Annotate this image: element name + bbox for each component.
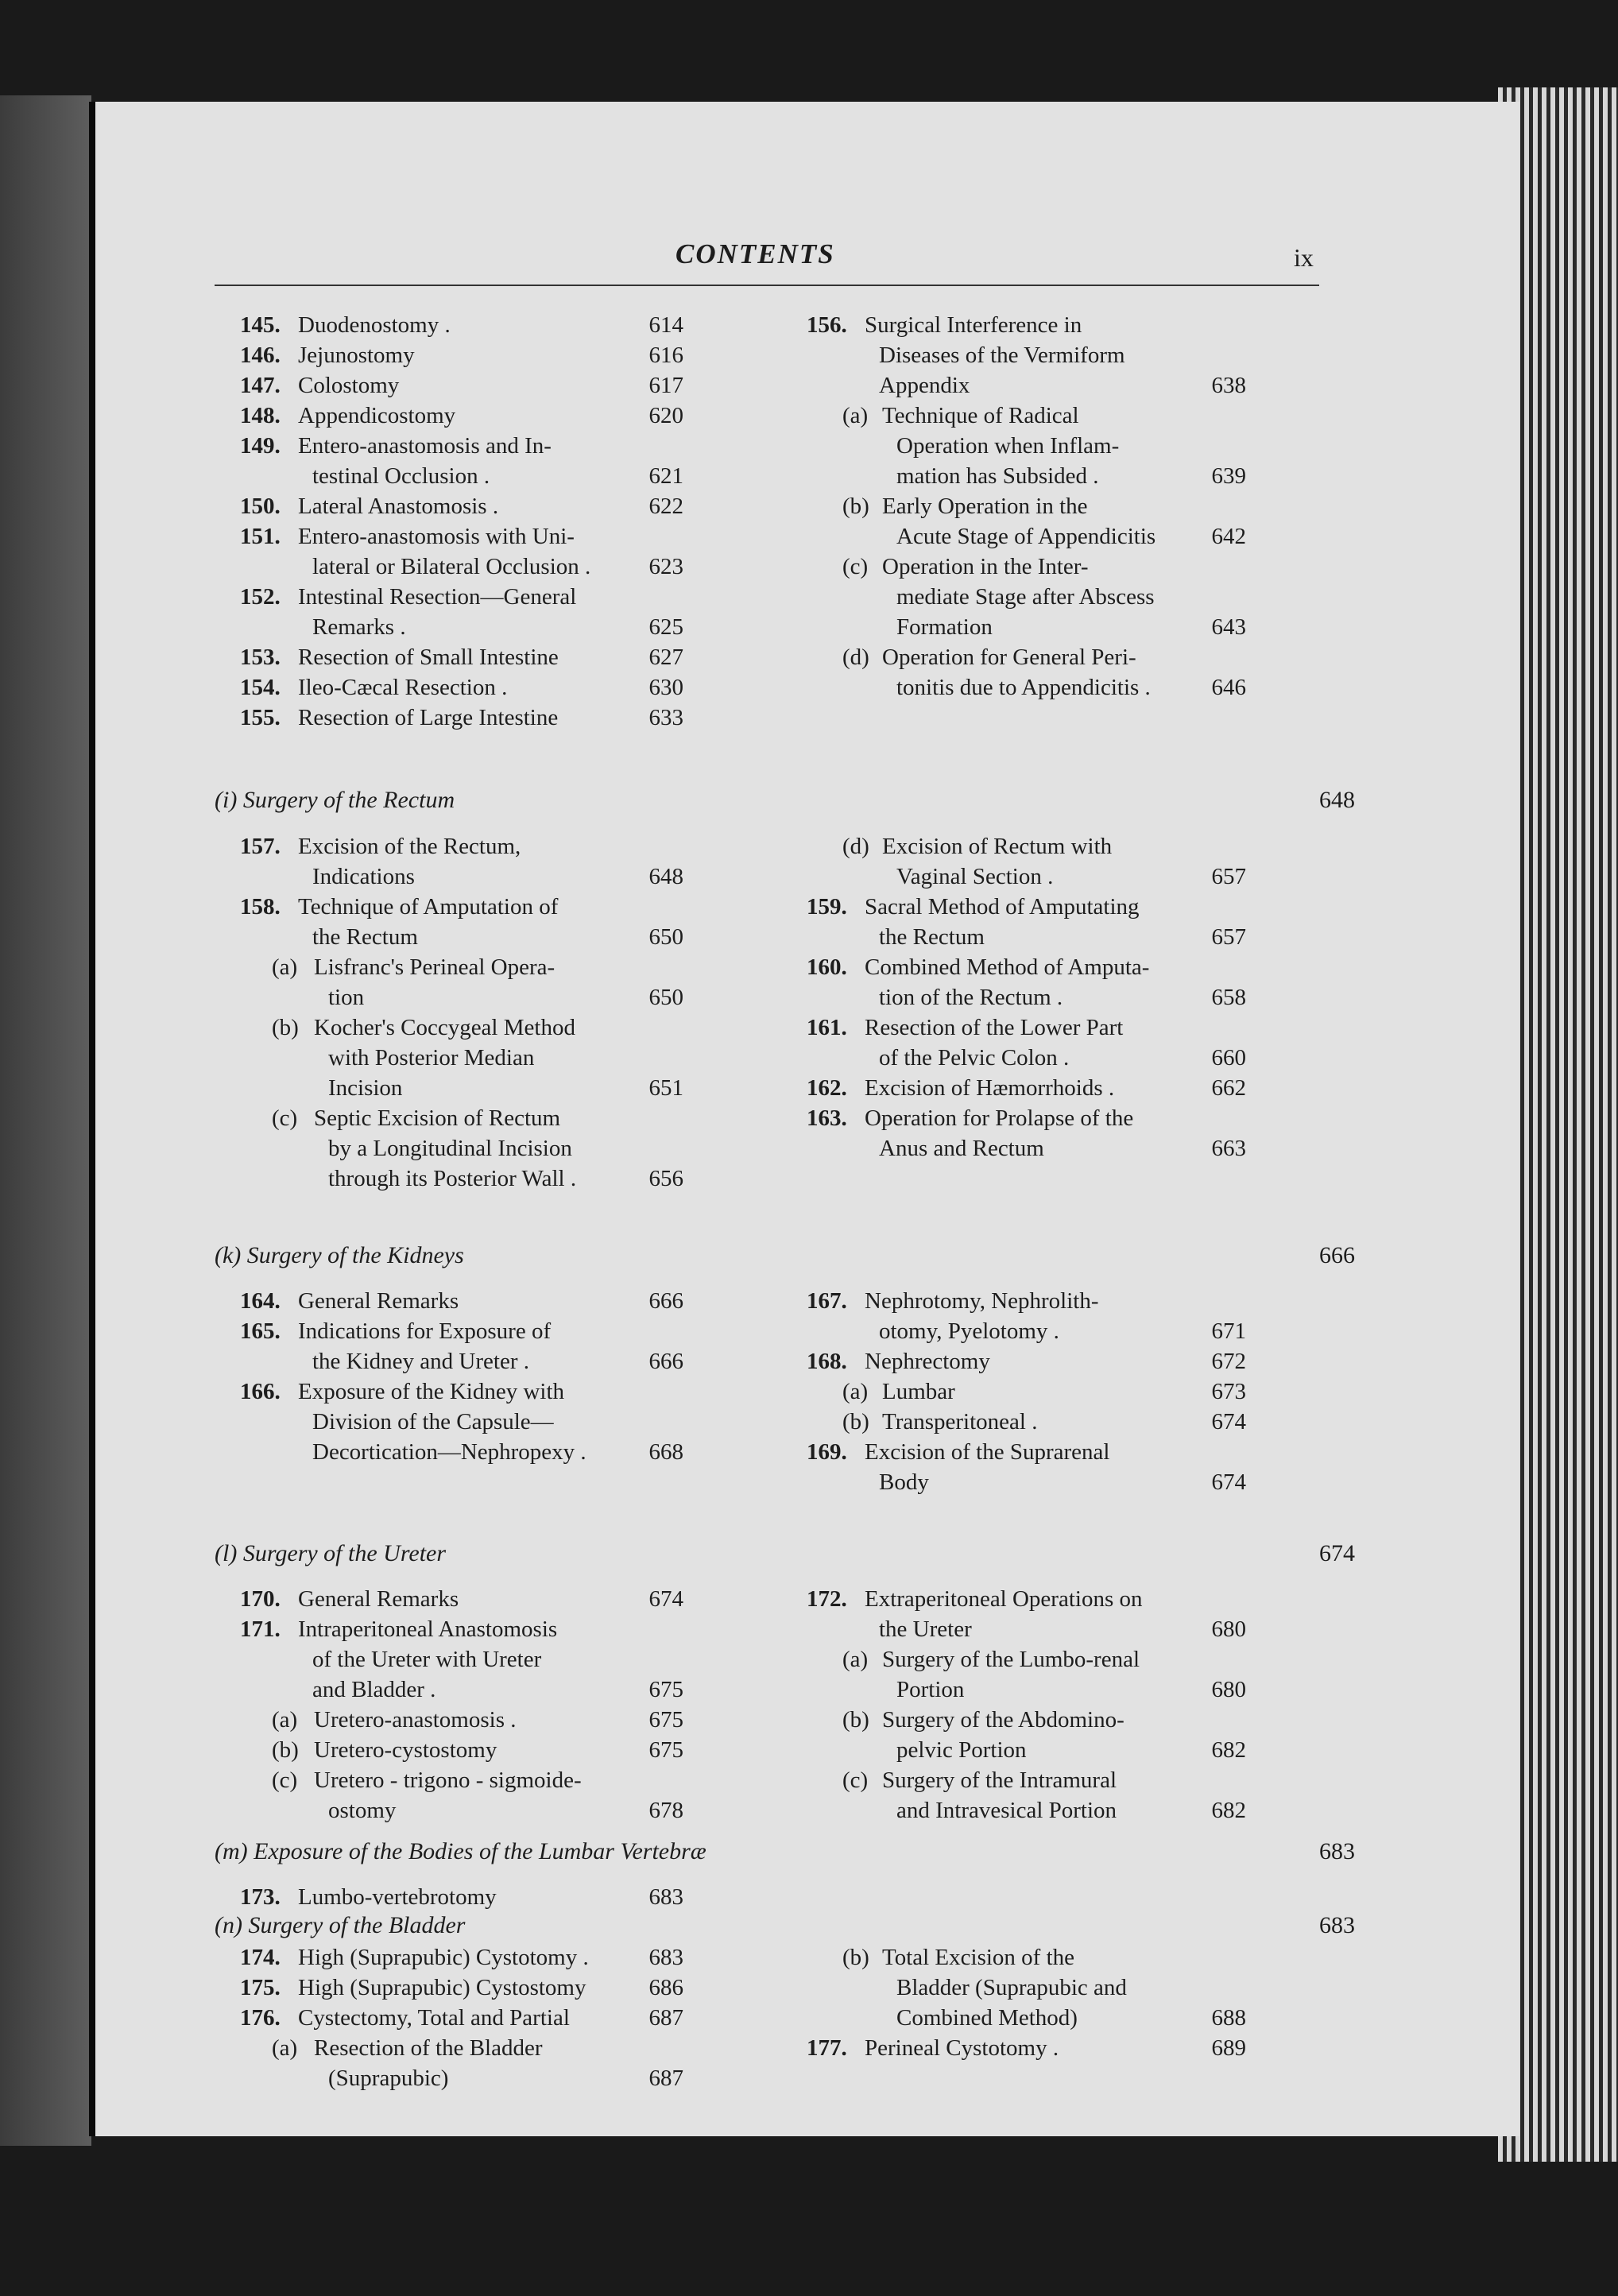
entry-title-line: Uretero - trigono - sigmoide- <box>314 1767 582 1793</box>
entry-title-line: Body <box>879 1469 929 1495</box>
entry-title-line: Resection of Large Intestine <box>298 705 559 730</box>
entry-title-line: Perineal Cystotomy . <box>865 2035 1059 2061</box>
entry-title-line: tion <box>328 985 365 1010</box>
entry-page: 663 <box>1211 1136 1246 1161</box>
section-page: 666 <box>1319 1242 1355 1268</box>
entry-number: (a) <box>842 1379 869 1404</box>
entry-title-line: Operation when Inflam- <box>896 433 1120 459</box>
entry-title-line: Incision <box>328 1075 403 1101</box>
entry-title-line: Cystectomy, Total and Partial <box>298 2005 570 2031</box>
entry-title-line: Lateral Anastomosis . <box>298 494 499 519</box>
entry-page: 617 <box>648 373 683 398</box>
entry-page: 686 <box>648 1975 683 2000</box>
entry-title-line: Appendix <box>879 373 970 398</box>
entry-title-line: Surgical Interference in <box>865 312 1082 338</box>
entry-number: (c) <box>272 1767 298 1793</box>
entry-title-line: the Ureter <box>879 1616 972 1642</box>
entry-number: 175. <box>240 1975 281 2000</box>
entry-number: 162. <box>807 1075 847 1101</box>
entry-page: 687 <box>648 2066 683 2091</box>
entry-title-line: Resection of Small Intestine <box>298 645 559 670</box>
entry-title-line: Uretero-cystostomy <box>314 1737 497 1763</box>
entry-number: 146. <box>240 343 281 368</box>
entry-title-line: General Remarks <box>298 1288 459 1314</box>
entry-title-line: Surgery of the Intramural <box>882 1767 1117 1793</box>
entry-title-line: Nephrectomy <box>865 1349 990 1374</box>
entry-number: (c) <box>272 1105 298 1131</box>
entry-page: 623 <box>648 554 683 579</box>
entry-title-line: Resection of the Bladder <box>314 2035 543 2061</box>
entry-page: 616 <box>648 343 683 368</box>
entry-title-line: Entero-anastomosis and In- <box>298 433 552 459</box>
entry-title-line: the Kidney and Ureter . <box>312 1349 529 1374</box>
entry-number: 166. <box>240 1379 281 1404</box>
entry-title-line: Acute Stage of Appendicitis <box>896 524 1156 549</box>
entry-page: 657 <box>1211 864 1246 889</box>
entry-title-line: Intraperitoneal Anastomosis <box>298 1616 558 1642</box>
entry-title-line: pelvic Portion <box>896 1737 1027 1763</box>
entry-number: 173. <box>240 1884 281 1910</box>
entry-title-line: testinal Occlusion . <box>312 463 490 489</box>
entry-number: 165. <box>240 1318 281 1344</box>
entry-title-line: Entero-anastomosis with Uni- <box>298 524 575 549</box>
entry-number: (c) <box>842 554 869 579</box>
entry-page: 656 <box>648 1166 683 1191</box>
entry-title-line: Jejunostomy <box>298 343 415 368</box>
entry-page: 650 <box>648 985 683 1010</box>
entry-title-line: Lumbo-vertebrotomy <box>298 1884 497 1910</box>
entry-title-line: Decortication—Nephropexy . <box>312 1439 586 1465</box>
entry-title-line: Early Operation in the <box>882 494 1088 519</box>
entry-page: 675 <box>648 1737 683 1763</box>
entry-page: 673 <box>1211 1379 1246 1404</box>
entry-number: 171. <box>240 1616 281 1642</box>
entry-number: 163. <box>807 1105 847 1131</box>
entry-number: 159. <box>807 894 847 920</box>
entry-page: 666 <box>648 1288 683 1314</box>
entry-title-line: Ileo-Cæcal Resection . <box>298 675 508 700</box>
entry-title-line: by a Longitudinal Incision <box>328 1136 572 1161</box>
entry-title-line: Excision of the Rectum, <box>298 834 521 859</box>
entry-number: (b) <box>842 1409 869 1435</box>
entry-page: 657 <box>1211 924 1246 950</box>
entry-title-line: Septic Excision of Rectum <box>314 1105 561 1131</box>
entry-page: 680 <box>1211 1677 1246 1702</box>
entry-number: 174. <box>240 1945 281 1970</box>
entry-title-line: Formation <box>896 614 993 640</box>
entry-title-line: Anus and Rectum <box>879 1136 1044 1161</box>
entry-title-line: Excision of Rectum with <box>882 834 1113 859</box>
entry-title-line: the Rectum <box>312 924 418 950</box>
entry-title-line: of the Ureter with Ureter <box>312 1647 542 1672</box>
header-rule <box>215 285 1319 286</box>
entry-page: 671 <box>1211 1318 1246 1344</box>
section-heading <box>215 1912 1355 1939</box>
entry-title-line: Operation in the Inter- <box>882 554 1089 579</box>
entry-title-line: Intestinal Resection—General <box>298 584 577 610</box>
entry-title-line: Operation for Prolapse of the <box>865 1105 1134 1131</box>
entry-page: 650 <box>648 924 683 950</box>
entry-number: (b) <box>272 1737 299 1763</box>
entry-page: 660 <box>1211 1045 1246 1071</box>
entry-page: 675 <box>648 1677 683 1702</box>
entry-title-line: Sacral Method of Amputating <box>865 894 1140 920</box>
section-heading <box>215 1242 1355 1269</box>
entry-page: 648 <box>648 864 683 889</box>
entry-title-line: Vaginal Section . <box>896 864 1054 889</box>
entry-number: 147. <box>240 373 281 398</box>
entry-title-line: Excision of the Suprarenal <box>865 1439 1110 1465</box>
entry-page: 683 <box>648 1884 683 1910</box>
entry-number: 177. <box>807 2035 847 2061</box>
entry-number: 158. <box>240 894 281 920</box>
entry-number: (b) <box>842 1707 869 1733</box>
entry-number: 156. <box>807 312 847 338</box>
entry-title-line: High (Suprapubic) Cystostomy <box>298 1975 586 2000</box>
entry-page: 658 <box>1211 985 1246 1010</box>
entry-title-line: with Posterior Median <box>328 1045 535 1071</box>
entry-title-line: Surgery of the Abdomino- <box>882 1707 1124 1733</box>
entry-title-line: and Intravesical Portion <box>896 1798 1117 1823</box>
entry-number: 151. <box>240 524 281 549</box>
entry-number: (c) <box>842 1767 869 1793</box>
entry-title-line: through its Posterior Wall . <box>328 1166 577 1191</box>
entry-page: 674 <box>1211 1409 1246 1435</box>
entry-page: 674 <box>1211 1469 1246 1495</box>
entry-title-line: Extraperitoneal Operations on <box>865 1586 1143 1612</box>
entry-title-line: Bladder (Suprapubic and <box>896 1975 1127 2000</box>
entry-title-line: lateral or Bilateral Occlusion . <box>312 554 591 579</box>
entry-title-line: Indications <box>312 864 415 889</box>
entry-title-line: Total Excision of the <box>882 1945 1074 1970</box>
entry-number: (b) <box>842 494 869 519</box>
entry-title-line: and Bladder . <box>312 1677 436 1702</box>
entry-title-line: Nephrotomy, Nephrolith- <box>865 1288 1099 1314</box>
section-label: (n) Surgery of the Bladder <box>215 1912 466 1938</box>
entry-number: 176. <box>240 2005 281 2031</box>
entry-title-line: Duodenostomy . <box>298 312 451 338</box>
entry-title-line: tion of the Rectum . <box>879 985 1063 1010</box>
entry-page: 674 <box>648 1586 683 1612</box>
entry-title-line: mediate Stage after Abscess <box>896 584 1155 610</box>
entry-number: 154. <box>240 675 281 700</box>
entry-page: 643 <box>1211 614 1246 640</box>
entry-title-line: Excision of Hæmorrhoids . <box>865 1075 1115 1101</box>
entry-number: (b) <box>272 1015 299 1040</box>
section-label: (l) Surgery of the Ureter <box>215 1540 447 1566</box>
entry-page: 666 <box>648 1349 683 1374</box>
entry-page: 627 <box>648 645 683 670</box>
entry-title-line: Diseases of the Vermiform <box>879 343 1125 368</box>
entry-number: 160. <box>807 954 847 980</box>
entry-number: (b) <box>842 1945 869 1970</box>
entry-page: 688 <box>1211 2005 1246 2031</box>
entry-title-line: Division of the Capsule— <box>312 1409 554 1435</box>
entry-title-line: Transperitoneal . <box>882 1409 1038 1435</box>
entry-page: 675 <box>648 1707 683 1733</box>
entry-number: (a) <box>842 1647 869 1672</box>
entry-title-line: Operation for General Peri- <box>882 645 1136 670</box>
entry-number: 170. <box>240 1586 281 1612</box>
entry-number: 161. <box>807 1015 847 1040</box>
entry-page: 682 <box>1211 1798 1246 1823</box>
section-heading <box>215 787 1355 814</box>
entry-page: 689 <box>1211 2035 1246 2061</box>
entry-title-line: Technique of Amputation of <box>298 894 559 920</box>
entry-page: 687 <box>648 2005 683 2031</box>
entry-number: (d) <box>842 834 869 859</box>
section-heading <box>215 1540 1355 1567</box>
entry-number: 153. <box>240 645 281 670</box>
entry-number: (d) <box>842 645 869 670</box>
entry-title-line: Exposure of the Kidney with <box>298 1379 565 1404</box>
entry-page: 651 <box>648 1075 683 1101</box>
section-label: (k) Surgery of the Kidneys <box>215 1242 464 1268</box>
book-page <box>89 102 1519 2136</box>
entry-page: 620 <box>648 403 683 428</box>
entry-title-line: Technique of Radical <box>882 403 1079 428</box>
entry-page: 614 <box>648 312 683 338</box>
entry-number: (a) <box>272 1707 298 1733</box>
entry-page: 625 <box>648 614 683 640</box>
entry-number: (a) <box>272 954 298 980</box>
entry-number: (a) <box>272 2035 298 2061</box>
entry-page: 682 <box>1211 1737 1246 1763</box>
entry-page: 672 <box>1211 1349 1246 1374</box>
page-number: ix <box>1294 243 1314 272</box>
section-page: 683 <box>1319 1838 1355 1864</box>
entry-page: 680 <box>1211 1616 1246 1642</box>
entry-number: 150. <box>240 494 281 519</box>
entry-title-line: Lumbar <box>882 1379 955 1404</box>
entry-number: 149. <box>240 433 281 459</box>
entry-title-line: Indications for Exposure of <box>298 1318 552 1344</box>
entry-title-line: otomy, Pyelotomy . <box>879 1318 1059 1344</box>
section-label: (i) Surgery of the Rectum <box>215 787 455 813</box>
entry-title-line: of the Pelvic Colon . <box>879 1045 1070 1071</box>
entry-number: 167. <box>807 1288 847 1314</box>
entry-title-line: Portion <box>896 1677 965 1702</box>
entry-page: 678 <box>648 1798 683 1823</box>
section-page: 648 <box>1319 787 1355 813</box>
entry-title-line: Surgery of the Lumbo-renal <box>882 1647 1140 1672</box>
section-label: (m) Exposure of the Bodies of the Lumbar Vertebræ <box>215 1838 706 1864</box>
entry-number: (a) <box>842 403 869 428</box>
entry-page: 622 <box>648 494 683 519</box>
entry-title-line: Remarks . <box>312 614 406 640</box>
entry-page: 633 <box>648 705 683 730</box>
entry-page: 621 <box>648 463 683 489</box>
page-title: CONTENTS <box>675 238 835 269</box>
entry-number: 164. <box>240 1288 281 1314</box>
entry-page: 662 <box>1211 1075 1246 1101</box>
entry-title-line: General Remarks <box>298 1586 459 1612</box>
entry-number: 169. <box>807 1439 847 1465</box>
section-page: 674 <box>1319 1540 1355 1566</box>
entry-page: 668 <box>648 1439 683 1465</box>
entry-number: 152. <box>240 584 281 610</box>
entry-page: 639 <box>1211 463 1246 489</box>
left-page-edge <box>0 95 91 2146</box>
entry-page: 630 <box>648 675 683 700</box>
entry-title-line: Kocher's Coccygeal Method <box>314 1015 575 1040</box>
entry-number: 157. <box>240 834 281 859</box>
entry-number: 172. <box>807 1586 847 1612</box>
entry-title-line: ostomy <box>328 1798 397 1823</box>
entry-title-line: Appendicostomy <box>298 403 456 428</box>
entry-title-line: Colostomy <box>298 373 400 398</box>
entry-number: 155. <box>240 705 281 730</box>
entry-title-line: Uretero-anastomosis . <box>314 1707 517 1733</box>
entry-title-line: Resection of the Lower Part <box>865 1015 1124 1040</box>
entry-title-line: (Suprapubic) <box>328 2066 449 2091</box>
entry-title-line: Combined Method) <box>896 2005 1078 2031</box>
entry-title-line: Combined Method of Amputa- <box>865 954 1150 980</box>
entry-page: 642 <box>1211 524 1246 549</box>
section-page: 683 <box>1319 1912 1355 1938</box>
entry-page: 638 <box>1211 373 1246 398</box>
section-heading <box>215 1838 1355 1865</box>
entry-number: 168. <box>807 1349 847 1374</box>
entry-title-line: tonitis due to Appendicitis . <box>896 675 1151 700</box>
entry-page: 646 <box>1211 675 1246 700</box>
entry-title-line: High (Suprapubic) Cystotomy . <box>298 1945 589 1970</box>
entry-title-line: mation has Subsided . <box>896 463 1099 489</box>
entry-page: 683 <box>648 1945 683 1970</box>
entry-number: 145. <box>240 312 281 338</box>
entry-number: 148. <box>240 403 281 428</box>
entry-title-line: the Rectum <box>879 924 985 950</box>
entry-title-line: Lisfranc's Perineal Opera- <box>314 954 555 980</box>
